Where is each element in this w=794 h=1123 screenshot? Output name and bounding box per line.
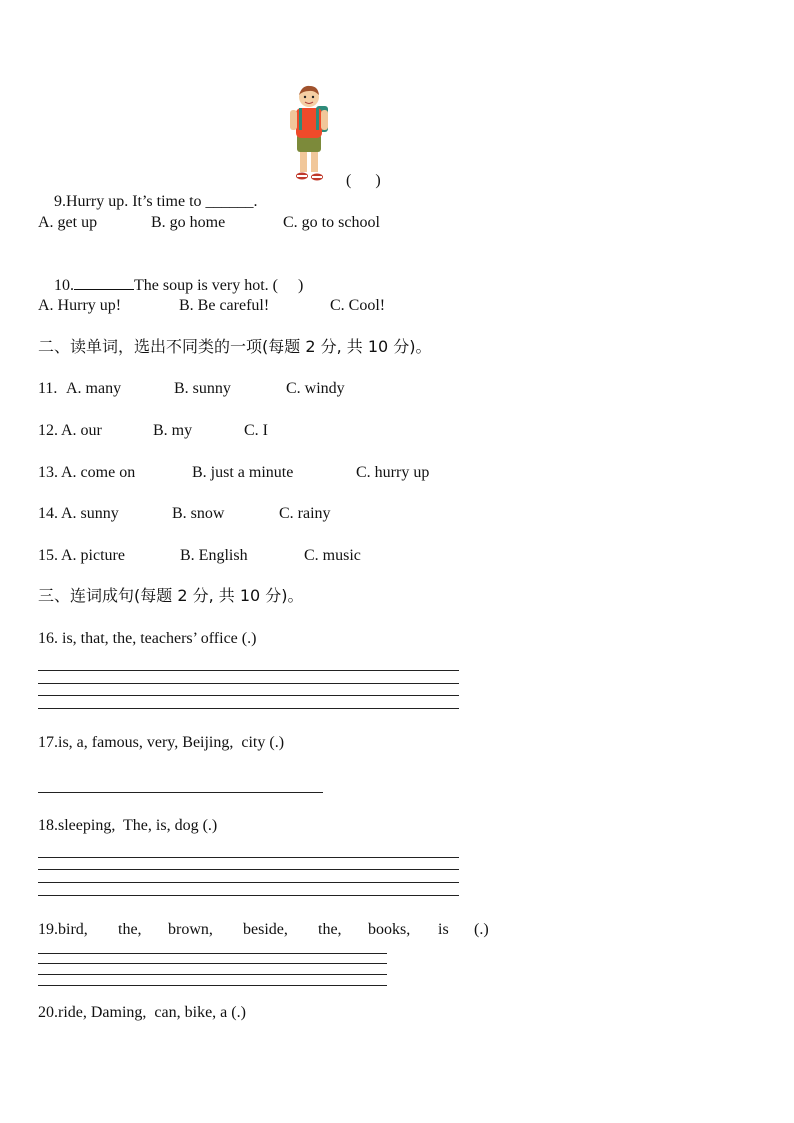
question-18-prompt: 18.sleeping, The, is, dog (.) bbox=[38, 817, 218, 834]
question-18-writing-line[interactable] bbox=[38, 857, 459, 858]
question-17-prompt: 17.is, a, famous, very, Beijing, city (.) bbox=[38, 734, 285, 751]
question-10-blank[interactable] bbox=[74, 275, 134, 290]
question-11 bbox=[38, 379, 458, 399]
question-9-text: 9.Hurry up. It’s time to ______. bbox=[54, 193, 258, 210]
question-12 bbox=[38, 421, 458, 441]
question-12-option-a[interactable]: A. our bbox=[61, 422, 102, 439]
question-19-word: is bbox=[438, 921, 449, 938]
question-9-answer-paren[interactable]: ( ) bbox=[346, 172, 381, 189]
question-9-option-b[interactable]: B. go home bbox=[151, 214, 226, 231]
question-9-option-c[interactable]: C. go to school bbox=[283, 214, 380, 231]
question-20-prompt: 20.ride, Daming, can, bike, a (.) bbox=[38, 1004, 246, 1021]
question-11-number: 11. bbox=[38, 380, 58, 397]
question-19-word: books, bbox=[368, 921, 411, 938]
question-10-option-c[interactable]: C. Cool! bbox=[330, 297, 386, 314]
section-2-title: 二、读单词，选出不同类的一项(每题 2 分, 共 10 分)。 bbox=[38, 337, 432, 356]
question-19-word: 19.bird, bbox=[38, 921, 88, 938]
question-19-prompt bbox=[38, 920, 498, 940]
question-14-option-c[interactable]: C. rainy bbox=[279, 505, 331, 522]
boy-with-backpack-icon bbox=[284, 84, 336, 184]
question-19-writing-line[interactable] bbox=[38, 963, 387, 964]
question-19-word: brown, bbox=[168, 921, 213, 938]
question-13-option-c[interactable]: C. hurry up bbox=[356, 464, 430, 481]
question-14-option-b[interactable]: B. snow bbox=[172, 505, 225, 522]
question-10-number: 10. bbox=[54, 277, 74, 294]
question-18-writing-line[interactable] bbox=[38, 882, 459, 883]
question-12-option-b[interactable]: B. my bbox=[153, 422, 193, 439]
question-16-prompt: 16. is, that, the, teachers’ office (.) bbox=[38, 630, 257, 647]
question-10-options bbox=[38, 296, 458, 316]
question-18-writing-line[interactable] bbox=[38, 895, 459, 896]
question-18-writing-line[interactable] bbox=[38, 869, 459, 870]
question-14-number: 14. bbox=[38, 505, 58, 522]
question-15-option-b[interactable]: B. English bbox=[180, 547, 248, 564]
question-10-option-b[interactable]: B. Be careful! bbox=[179, 297, 270, 314]
question-19-writing-line[interactable] bbox=[38, 985, 387, 986]
question-14 bbox=[38, 504, 458, 524]
section-3-title: 三、连词成句(每题 2 分, 共 10 分)。 bbox=[38, 586, 304, 605]
question-10-text: The soup is very hot. ( ) bbox=[134, 277, 304, 294]
question-13-number: 13. bbox=[38, 464, 58, 481]
question-9-options bbox=[38, 213, 458, 233]
question-17-writing-line[interactable] bbox=[38, 792, 323, 793]
question-15-number: 15. bbox=[38, 547, 58, 564]
question-10-option-a[interactable]: A. Hurry up! bbox=[38, 297, 122, 314]
question-19-word: the, bbox=[318, 921, 342, 938]
question-15-option-a[interactable]: A. picture bbox=[61, 547, 125, 564]
question-16-writing-line[interactable] bbox=[38, 708, 459, 709]
question-16-writing-line[interactable] bbox=[38, 695, 459, 696]
question-19-writing-line[interactable] bbox=[38, 953, 387, 954]
question-11-option-c[interactable]: C. windy bbox=[286, 380, 345, 397]
question-12-number: 12. bbox=[38, 422, 58, 439]
question-16-writing-line[interactable] bbox=[38, 670, 459, 671]
question-12-option-c[interactable]: C. I bbox=[244, 422, 268, 439]
question-19-word: the, bbox=[118, 921, 142, 938]
question-16-writing-line[interactable] bbox=[38, 683, 459, 684]
question-9-option-a[interactable]: A. get up bbox=[38, 214, 98, 231]
question-19-writing-line[interactable] bbox=[38, 974, 387, 975]
question-13 bbox=[38, 463, 478, 483]
question-14-option-a[interactable]: A. sunny bbox=[61, 505, 119, 522]
question-15 bbox=[38, 546, 458, 566]
question-13-option-b[interactable]: B. just a minute bbox=[192, 464, 294, 481]
question-19-word: (.) bbox=[474, 921, 489, 938]
question-19-word: beside, bbox=[243, 921, 288, 938]
question-13-option-a[interactable]: A. come on bbox=[61, 464, 136, 481]
question-11-option-a[interactable]: A. many bbox=[66, 380, 122, 397]
question-15-option-c[interactable]: C. music bbox=[304, 547, 361, 564]
question-11-option-b[interactable]: B. sunny bbox=[174, 380, 231, 397]
